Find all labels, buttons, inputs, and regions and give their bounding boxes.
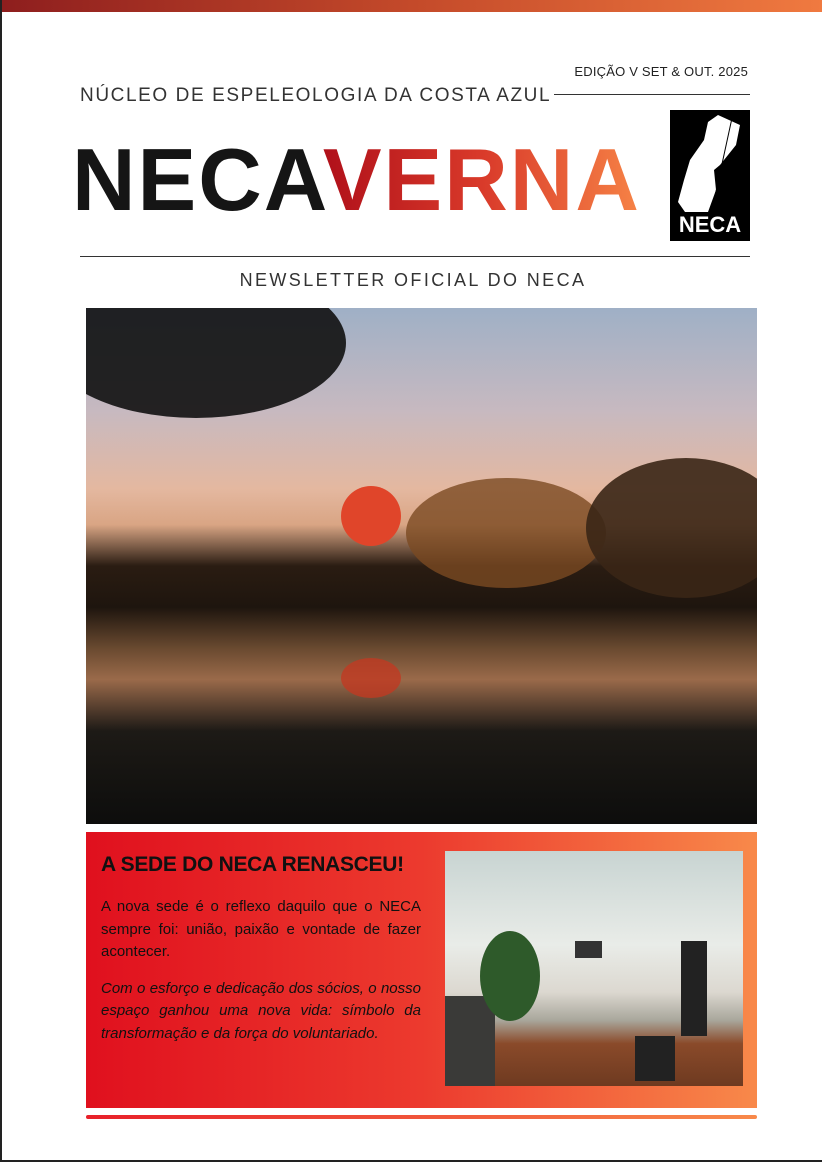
bottom-gradient-line [86,1115,757,1119]
divider [80,256,750,257]
bench [635,1036,675,1081]
feature-paragraph: A nova sede é o reflexo daquilo que o NECA sempre foi: união, paixão e vontade de fazer acontecer. [101,898,421,960]
feature-text [101,852,421,1045]
locker [681,941,707,1036]
logo-text: NECA [678,212,742,237]
feature-heading: A SEDE DO NECA RENASCEU! [101,853,404,876]
title-part2: VERNA [322,130,641,229]
top-gradient-bar [2,0,822,12]
cave-map-icon [670,110,750,215]
window [575,941,602,958]
feature-paragraph-italic: Com o esforço e dedicação dos sócios, o nosso espaço ganhou uma nova vida: símbolo da transformação e da força do voluntariado. [101,979,421,1042]
cover-photo-lake-sunset [86,308,757,824]
newsletter-subtitle: NEWSLETTER OFICIAL DO NECA [239,270,587,290]
tree [586,458,757,598]
neca-logo [670,110,750,241]
feature-card [86,832,757,1108]
cabinet [445,996,495,1086]
headquarters-photo [445,851,743,1086]
newsletter-title [72,130,641,230]
edition-label: EDIÇÃO V SET & OUT. 2025 [574,64,748,79]
tree [406,478,606,588]
plant [480,931,540,1021]
red-tree-reflection [341,658,401,698]
title-part1: NECA [72,130,323,229]
divider [554,94,750,95]
tree-silhouette [86,308,346,418]
red-tree [341,486,401,546]
organization-name: NÚCLEO DE ESPELEOLOGIA DA COSTA AZUL [80,85,552,106]
